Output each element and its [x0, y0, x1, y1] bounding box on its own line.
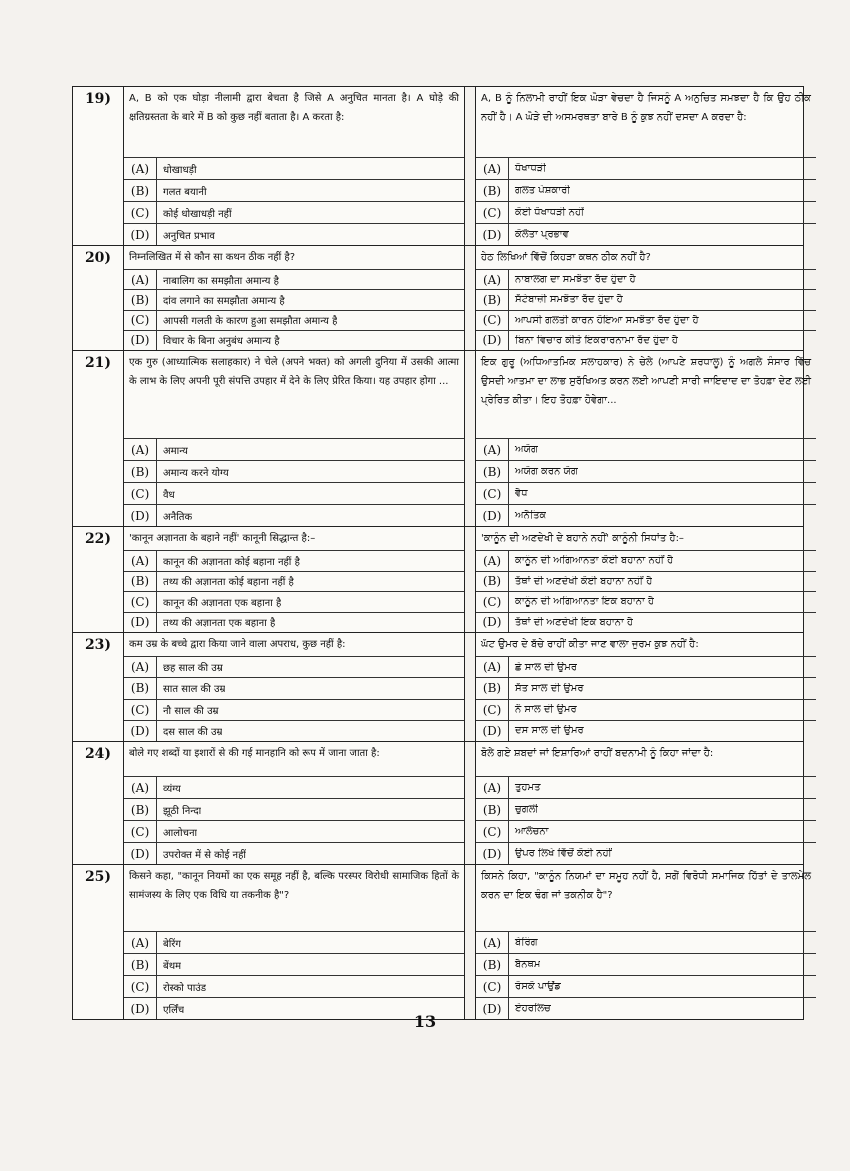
option-letter: (A) [476, 777, 509, 798]
option-letter: (A) [124, 439, 157, 460]
option-text: तथ्य की अज्ञानता कोई बहाना नहीं है [163, 577, 294, 589]
hindi-option [124, 201, 464, 223]
hindi-option [124, 699, 464, 720]
column-gap [465, 633, 476, 741]
hindi-option [124, 677, 464, 698]
option-text: ਬਿਨਾ ਵਿਚਾਰ ਕੀਤੇ ਇਕਰਾਰਨਾਮਾ ਰੱਦ ਹੁੰਦਾ ਹੈ [515, 334, 679, 346]
hindi-column [124, 865, 465, 1019]
punjabi-column [476, 87, 816, 245]
option-letter: (D) [476, 721, 509, 741]
option-text: झूठी निन्दा [163, 805, 202, 817]
option-text: कोई धोखाधड़ी नहीं [163, 208, 232, 220]
punjabi-option [476, 179, 816, 201]
hindi-option [124, 591, 464, 612]
hindi-option [124, 953, 464, 975]
option-letter: (D) [476, 613, 509, 633]
punjabi-option [476, 550, 816, 571]
punjabi-option [476, 157, 816, 179]
question-number: 22) [73, 527, 124, 632]
option-text: ਉਪਰ ਲਿਖੇ ਵਿੱਚੋਂ ਕੋਈ ਨਹੀਂ [515, 848, 612, 859]
punjabi-option [476, 571, 816, 592]
hindi-question-text: A, B को एक घोड़ा नीलामी द्वारा बेचता है जिसे A अनुचित मानता है। A घोड़े की क्षतिग्रस्तता के बारे में B को कुछ नहीं बताता है। A करता है: [129, 93, 459, 123]
hindi-option [124, 656, 464, 677]
option-text: ਨੌ ਸਾਲ ਦੀ ਉਮਰ [515, 704, 577, 716]
question-row [73, 246, 803, 351]
hindi-question-text: कम उम्र के बच्चे द्वारा किया जाने वाला अपराध, कुछ नहीं है: [129, 639, 346, 650]
option-letter: (D) [124, 843, 157, 864]
punjabi-option [476, 612, 816, 633]
question-number: 20) [73, 246, 124, 350]
option-letter: (B) [124, 461, 157, 482]
hindi-option [124, 504, 464, 526]
option-text: कानून की अज्ञानता कोई बहाना नहीं है [163, 556, 300, 568]
option-letter: (B) [476, 290, 509, 309]
punjabi-option [476, 223, 816, 245]
hindi-question-text: किसने कहा, "कानून नियमों का एक समूह नहीं है, बल्कि परस्पर विरोधी सामाजिक हितों के सामंजस्य के लिए एक विधि या तकनीक है"? [129, 871, 459, 901]
option-text: ਗਲਤ ਪੇਸ਼ਕਾਰੀ [515, 185, 571, 196]
option-text: सात साल की उम्र [163, 684, 226, 696]
punjabi-question-text: A, B ਨੂੰ ਨਿਲਾਮੀ ਰਾਹੀਂ ਇਕ ਘੋੜਾ ਵੇਚਦਾ ਹੈ ਜਿਸਨੂੰ A ਅਨੁਚਿਤ ਸਮਝਦਾ ਹੈ ਕਿ ਉਹ ਠੀਕ ਨਹੀਂ ਹੈ। A ਘੋੜੇ ਦੀ ਅਸਮਰਥਤਾ ਬਾਰੇ B ਨੂੰ ਕੁਝ ਨਹੀਂ ਦਸਦਾ A ਕਰਦਾ ਹੈ: [481, 93, 811, 123]
hindi-option [124, 612, 464, 633]
column-gap [465, 246, 476, 350]
punjabi-question-text: ਇਕ ਗੁਰੂ (ਅਧਿਆਤਮਿਕ ਸਲਾਹਕਾਰ) ਨੇ ਚੇਲੇ (ਆਪਣੇ ਸ਼ਰਧਾਲੂ) ਨੂੰ ਅਗਲੇ ਸੰਸਾਰ ਵਿੱਚ ਉਸਦੀ ਆਤਮਾ ਦਾ ਲਾਭ ਸੁਰੱਖਿਅਤ ਕਰਨ ਲਈ ਆਪਣੀ ਸਾਰੀ ਜਾਇਦਾਦ ਦਾ ਤੋਹਫ਼ਾ ਦੇਣ ਲਈ ਪ੍ਰੇਰਿਤ ਕੀਤਾ। ਇਹ ਤੋਹਫ਼ਾ ਹੋਵੇਗਾ... [481, 357, 811, 406]
option-letter: (A) [124, 270, 157, 289]
hindi-question-text: एक गुरु (आध्यात्मिक सलाहकार) ने चेले (अपने भक्त) को अगली दुनिया में उसकी आत्मा के लाभ के लिए अपनी पूरी संपत्ति उपहार में देने के लिए प्रेरित किया। यह उपहार होगा ... [129, 357, 459, 387]
question-row [73, 742, 803, 865]
option-text: गलत बयानी [163, 186, 207, 198]
option-text: नौ साल की उम्र [163, 705, 219, 717]
hindi-option [124, 223, 464, 245]
option-letter: (C) [476, 592, 509, 612]
option-letter: (A) [124, 932, 157, 953]
hindi-option [124, 776, 464, 798]
option-letter: (B) [124, 954, 157, 975]
option-text: अनैतिक [163, 511, 193, 523]
hindi-option [124, 571, 464, 592]
punjabi-option [476, 591, 816, 612]
punjabi-question-text: 'ਕਾਨੂੰਨ ਦੀ ਅਣਦੇਖੀ ਦੇ ਬਹਾਨੇ ਨਹੀਂ' ਕਾਨੂੰਨੀ ਸਿਧਾਂਤ ਹੈ:– [481, 533, 684, 544]
option-letter: (D) [124, 331, 157, 350]
option-letter: (A) [476, 551, 509, 571]
option-text: एर्लिंच [163, 1004, 185, 1016]
option-letter: (B) [476, 954, 509, 975]
option-letter: (D) [124, 721, 157, 741]
option-letter: (D) [476, 843, 509, 864]
option-text: छह साल की उम्र [163, 663, 223, 675]
option-text: ਤੁਹਮਤ [515, 782, 541, 793]
punjabi-column [476, 633, 816, 741]
option-letter: (B) [124, 799, 157, 820]
option-text: ਧੋਖਾਧੜੀ [515, 163, 547, 174]
punjabi-option [476, 953, 816, 975]
hindi-option [124, 460, 464, 482]
option-text: ਅਨੈਤਿਕ [515, 510, 547, 521]
question-row [73, 351, 811, 527]
option-text: ਚੁਗਲੀ [515, 804, 539, 815]
option-text: वैध [163, 489, 175, 501]
option-letter: (C) [124, 202, 157, 223]
option-letter: (A) [476, 439, 509, 460]
option-text: विचार के बिना अनुबंध अमान्य है [163, 336, 280, 348]
punjabi-option [476, 798, 816, 820]
option-text: ਕੋਈ ਧੋਖਾਧੜੀ ਨਹੀਂ [515, 207, 585, 218]
punjabi-option [476, 201, 816, 223]
page-number: 13 [413, 1012, 437, 1031]
option-text: ਸੱਟੇਬਾਜ਼ੀ ਸਮਝੌਤਾ ਰੱਦ ਹੁੰਦਾ ਹੈ [515, 294, 623, 306]
question-row [73, 633, 803, 742]
hindi-option [124, 931, 464, 953]
option-text: ਏਹਰਲਿਚ [515, 1003, 551, 1014]
option-letter: (B) [124, 180, 157, 201]
column-gap [465, 865, 476, 1019]
hindi-column [124, 742, 465, 864]
option-letter: (C) [476, 202, 509, 223]
option-letter: (A) [476, 932, 509, 953]
option-text: अमान्य करने योग्य [163, 467, 229, 479]
option-text: उपरोक्त में से कोई नहीं [163, 849, 246, 861]
hindi-question-text: निम्नलिखित में से कौन सा कथन ठीक नहीं है? [129, 252, 296, 263]
question-number: 23) [73, 633, 124, 741]
hindi-column [124, 633, 465, 741]
option-text: धोखाधड़ी [163, 164, 197, 176]
option-text: ਆਪਸੀ ਗਲਤੀ ਕਾਰਨ ਹੋਇਆ ਸਮਝੌਤਾ ਰੱਦ ਹੁੰਦਾ ਹੈ [515, 314, 699, 326]
option-text: ਆਲੋਚਨਾ [515, 826, 549, 837]
option-letter: (D) [124, 998, 157, 1019]
option-letter: (B) [476, 799, 509, 820]
option-text: अनुचित प्रभाव [163, 230, 215, 242]
hindi-option [124, 330, 464, 350]
option-letter: (A) [476, 158, 509, 179]
option-letter: (D) [124, 224, 157, 245]
punjabi-option [476, 482, 816, 504]
question-number: 24) [73, 742, 124, 864]
hindi-column [124, 351, 465, 526]
option-letter: (C) [124, 592, 157, 612]
punjabi-option [476, 720, 816, 741]
hindi-column [124, 246, 465, 350]
option-letter: (B) [476, 461, 509, 482]
punjabi-column [476, 865, 816, 1019]
punjabi-option [476, 438, 816, 460]
question-number: 25) [73, 865, 124, 1019]
option-letter: (C) [124, 700, 157, 720]
option-letter: (A) [124, 551, 157, 571]
punjabi-column [476, 742, 816, 864]
punjabi-option [476, 310, 816, 330]
punjabi-option [476, 289, 816, 309]
option-text: दस साल की उम्र [163, 726, 223, 738]
option-letter: (D) [476, 224, 509, 245]
option-text: बेंथम [163, 960, 182, 972]
question-table [72, 86, 811, 1020]
column-gap [465, 742, 476, 864]
hindi-option [124, 438, 464, 460]
option-letter: (D) [124, 613, 157, 633]
question-row [73, 87, 811, 246]
punjabi-option [476, 842, 816, 864]
option-letter: (B) [476, 572, 509, 592]
hindi-column [124, 527, 465, 632]
hindi-option [124, 310, 464, 330]
question-number: 19) [73, 87, 124, 245]
punjabi-option [476, 330, 816, 350]
option-text: तथ्य की अज्ञानता एक बहाना है [163, 618, 276, 630]
hindi-option [124, 269, 464, 289]
option-text: ਰੋਸਕੋ ਪਾਉਂਡ [515, 981, 561, 992]
column-gap [465, 87, 476, 245]
option-letter: (C) [124, 821, 157, 842]
option-text: आलोचना [163, 827, 198, 839]
option-letter: (D) [476, 331, 509, 350]
option-letter: (C) [476, 976, 509, 997]
punjabi-option [476, 269, 816, 289]
punjabi-column [476, 527, 816, 632]
option-text: ਛੇ ਸਾਲ ਦੀ ਉਮਰ [515, 661, 578, 673]
punjabi-question-text: ਕਿਸਨੇ ਕਿਹਾ, "ਕਾਨੂੰਨ ਨਿਯਮਾਂ ਦਾ ਸਮੂਹ ਨਹੀਂ ਹੈ, ਸਗੋਂ ਵਿਰੋਧੀ ਸਮਾਜਿਕ ਹਿੱਤਾਂ ਦੇ ਤਾਲਮੇਲ ਕਰਨ ਦਾ ਇਕ ਢੰਗ ਜਾਂ ਤਕਨੀਕ ਹੈ"? [481, 871, 811, 901]
option-letter: (B) [476, 180, 509, 201]
option-letter: (C) [476, 700, 509, 720]
option-text: अमान्य [163, 445, 188, 457]
option-letter: (C) [124, 311, 157, 330]
option-letter: (D) [476, 998, 509, 1019]
hindi-option [124, 975, 464, 997]
hindi-option [124, 720, 464, 741]
option-text: ਤੱਥਾਂ ਦੀ ਅਣਦੇਖੀ ਕੋਈ ਬਹਾਨਾ ਨਹੀਂ ਹੈ [515, 575, 653, 587]
option-letter: (D) [476, 505, 509, 526]
punjabi-column [476, 246, 816, 350]
column-gap [465, 527, 476, 632]
question-row [73, 527, 803, 633]
option-letter: (C) [124, 483, 157, 504]
option-text: व्यंग्य [163, 783, 181, 795]
option-letter: (A) [476, 657, 509, 677]
question-number: 21) [73, 351, 124, 526]
option-text: ਸੱਤ ਸਾਲ ਦੀ ਉਮਰ [515, 682, 584, 694]
option-text: नाबालिग का समझौता अमान्य है [163, 275, 279, 287]
punjabi-question-text: ਬੋਲੇ ਗਏ ਸ਼ਬਦਾਂ ਜਾਂ ਇਸ਼ਾਰਿਆਂ ਰਾਹੀਂ ਬਦਨਾਮੀ ਨੂੰ ਕਿਹਾ ਜਾਂਦਾ ਹੈ: [481, 748, 714, 759]
option-text: ਬੈਨਥਮ [515, 959, 541, 970]
option-text: ਤੱਥਾਂ ਦੀ ਅਣਦੇਖੀ ਇਕ ਬਹਾਨਾ ਹੈ [515, 616, 634, 628]
option-text: ਦਸ ਸਾਲ ਦੀ ਉਮਰ [515, 725, 584, 737]
option-text: रोस्को पाउंड [163, 982, 207, 994]
punjabi-option [476, 677, 816, 698]
hindi-option [124, 482, 464, 504]
option-text: कानून की अज्ञानता एक बहाना है [163, 597, 282, 609]
option-letter: (C) [124, 976, 157, 997]
hindi-option [124, 179, 464, 201]
question-row [73, 865, 811, 1019]
punjabi-option [476, 656, 816, 677]
option-letter: (A) [476, 270, 509, 289]
hindi-question-text: 'कानून अज्ञानता के बहाने नहीं' कानूनी सिद्धान्त है:– [129, 533, 316, 544]
option-text: दांव लगाने का समझौता अमान्य है [163, 295, 285, 307]
punjabi-option [476, 776, 816, 798]
option-text: ਅਯੋਗ ਕਰਨ ਯੋਗ [515, 466, 578, 477]
hindi-option [124, 157, 464, 179]
option-text: आपसी गलती के कारण हुआ समझौता अमान्य है [163, 316, 338, 328]
option-letter: (A) [124, 158, 157, 179]
option-letter: (B) [124, 290, 157, 309]
option-text: ਕਾਨੂੰਨ ਦੀ ਅਗਿਆਨਤਾ ਇਕ ਬਹਾਨਾ ਹੈ [515, 596, 655, 608]
hindi-option [124, 798, 464, 820]
option-text: ਨਾਬਾਲਗ ਦਾ ਸਮਝੌਤਾ ਰੱਦ ਹੁੰਦਾ ਹੈ [515, 274, 636, 286]
option-text: ਕਾਨੂੰਨ ਦੀ ਅਗਿਆਨਤਾ ਕੋਈ ਬਹਾਨਾ ਨਹੀਂ ਹੈ [515, 555, 674, 567]
hindi-column [124, 87, 465, 245]
punjabi-option [476, 931, 816, 953]
option-letter: (B) [124, 572, 157, 592]
punjabi-option [476, 975, 816, 997]
option-letter: (B) [124, 678, 157, 698]
option-text: बेरिंग [163, 938, 182, 950]
option-text: ਅਯੋਗ [515, 444, 538, 455]
hindi-option [124, 820, 464, 842]
punjabi-option [476, 699, 816, 720]
hindi-question-text: बोले गए शब्दों या इशारों से की गई मानहानि को रूप में जाना जाता है: [129, 748, 380, 759]
option-text: ਬੇਰਿੰਗ [515, 937, 538, 948]
option-letter: (A) [124, 657, 157, 677]
option-letter: (A) [124, 777, 157, 798]
column-gap [465, 351, 476, 526]
hindi-option [124, 289, 464, 309]
hindi-option [124, 842, 464, 864]
punjabi-option [476, 504, 816, 526]
option-text: ਵੈਧ [515, 488, 528, 499]
option-text: ਕੋਲੋਤਾ ਪ੍ਰਭਾਵ [515, 229, 569, 240]
option-letter: (C) [476, 821, 509, 842]
punjabi-question-text: ਹੇਠ ਲਿਖਿਆਂ ਵਿੱਚੋਂ ਕਿਹੜਾ ਕਥਨ ਠੀਕ ਨਹੀਂ ਹੈ? [481, 252, 651, 263]
option-letter: (C) [476, 483, 509, 504]
option-letter: (C) [476, 311, 509, 330]
option-letter: (B) [476, 678, 509, 698]
punjabi-column [476, 351, 816, 526]
punjabi-option [476, 820, 816, 842]
punjabi-option [476, 460, 816, 482]
hindi-option [124, 550, 464, 571]
punjabi-question-text: ਘੱਟ ਉਮਰ ਦੇ ਬੱਚੇ ਰਾਹੀਂ ਕੀਤਾ ਜਾਣ ਵਾਲਾ ਜੁਰਮ ਕੁਝ ਨਹੀਂ ਹੈ: [481, 639, 699, 650]
option-letter: (D) [124, 505, 157, 526]
